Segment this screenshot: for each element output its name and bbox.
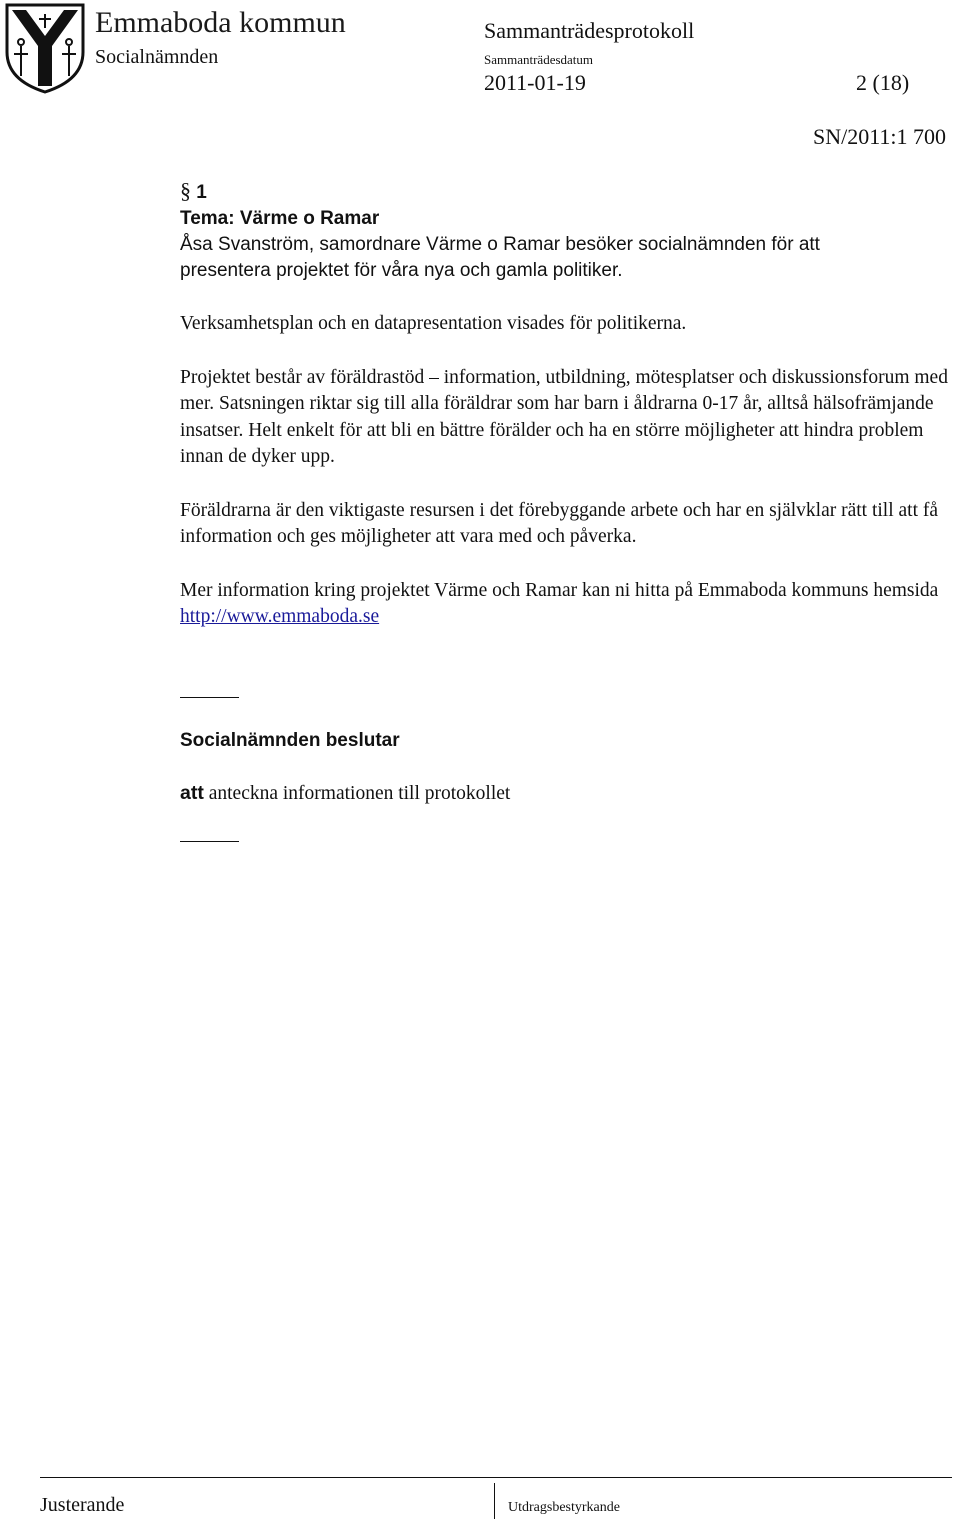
meeting-date-label: Sammanträdesdatum (484, 52, 594, 67)
decision-body: anteckna informationen till protokollet (208, 782, 511, 804)
justerande-label: Justerande (40, 1494, 125, 1516)
municipal-crest-logo (4, 2, 86, 94)
paragraph-number-value: 1 (196, 182, 207, 203)
footer-rule (40, 1477, 952, 1478)
paragraph-parents-resource: Föräldrarna är den viktigaste resursen i det förebyggande arbete och har en självklar rätt till att få information och ges möjligheter att vara med och påverka. (180, 499, 939, 547)
item-title: Tema: Värme o Ramar (180, 208, 380, 229)
decision-heading: Socialnämnden beslutar (180, 729, 400, 751)
page-number: 2 (18) (856, 70, 910, 95)
paragraph-more-information (180, 578, 950, 631)
document-type: Sammanträdesprotokoll (484, 18, 695, 43)
protocol-item (180, 178, 950, 842)
paragraph-number (180, 178, 950, 206)
website-link[interactable]: http://www.emmaboda.se (180, 606, 380, 627)
department-name: Socialnämnden (95, 46, 219, 68)
intro-line-1: Åsa Svanström, samordnare Värme o Ramar besöker socialnämnden för att (180, 234, 820, 255)
more-information-text: Mer information kring projektet Värme och Ramar kan ni hitta på Emmaboda kommuns hemsida (180, 579, 939, 601)
paragraph-presentation: Verksamhetsplan och en datapresentation visades för politikerna. (180, 313, 687, 334)
intro-line-2: presentera projektet för våra nya och gamla politiker. (180, 260, 623, 281)
case-number: SN/2011:1 700 (813, 124, 947, 149)
paragraph-project-description: Projektet består av föräldrastöd – information, utbildning, mötesplatser och diskussionsforum med mer. Satsningen riktar sig till alla föräldrar som har barn i åldrarna 0-17 år, alltså hälsofrämjande insatser. Helt enkelt för att bli en bättre förälder och ha en större möjligheter att hindra problem innan de dyker upp. (180, 366, 948, 467)
section-symbol: § (180, 178, 191, 203)
separator-rule-bottom (180, 841, 239, 842)
footer-divider (494, 1483, 495, 1519)
meeting-date: 2011-01-19 (484, 70, 586, 95)
decision-text (180, 780, 950, 808)
organization-name: Emmaboda kommun (95, 6, 346, 39)
utdragsbestyrkande-label: Utdragsbestyrkande (508, 1500, 620, 1515)
decision-keyword: att (180, 781, 204, 804)
